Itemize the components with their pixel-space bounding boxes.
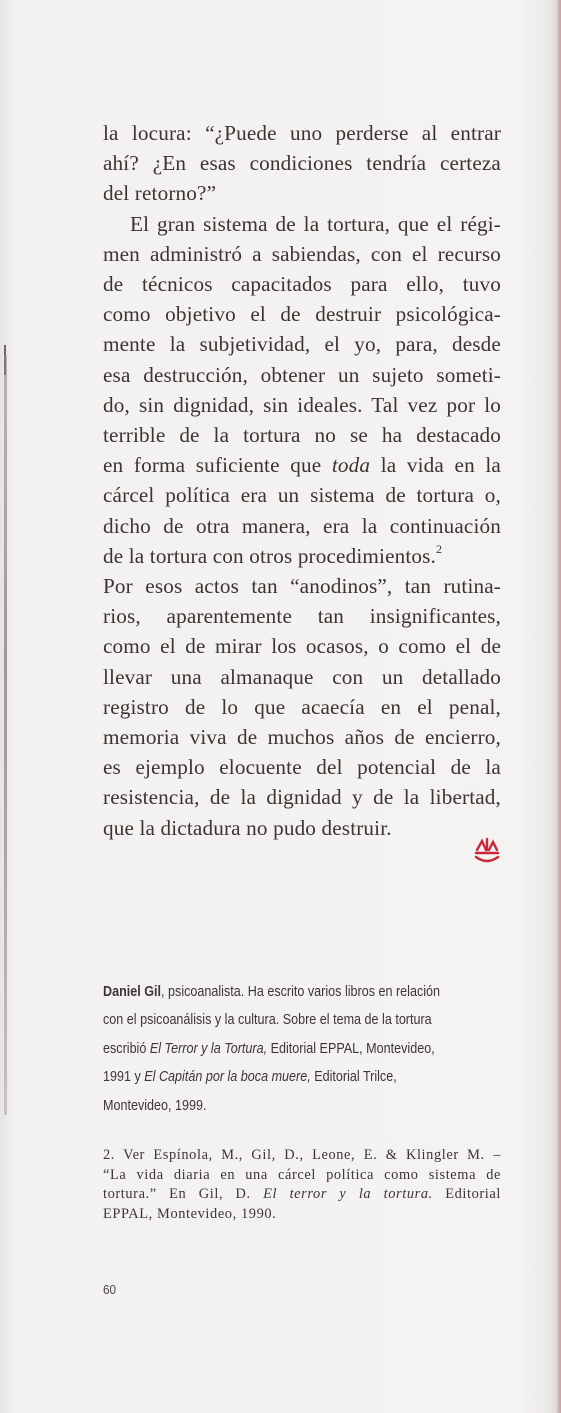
- footnote-line: EPPAL, Montevideo, 1990.: [103, 1205, 277, 1222]
- text-line: resistencia, de la dignidad y de la libertad,: [103, 785, 501, 810]
- text-line: rios, aparentemente tan insignificantes,: [103, 604, 501, 629]
- text-run: Editorial EPPAL, Montevideo,: [267, 1040, 435, 1057]
- paragraph-2: [103, 209, 501, 571]
- text-run: escribió: [103, 1040, 150, 1057]
- book-title: El terror y la tortura.: [263, 1186, 433, 1203]
- text-line: como objetivo el de destruir psicológica-: [103, 302, 501, 327]
- text-line: como el de mirar los ocasos, o como el de: [103, 634, 501, 659]
- author-name: Daniel Gil: [103, 984, 162, 1000]
- bio-line: [103, 978, 503, 1006]
- publisher-logo-icon: [474, 836, 500, 866]
- text-line: llevar una almanaque con un detallado: [103, 664, 501, 689]
- text-run: 1991 y: [103, 1069, 145, 1086]
- text-line: terrible de la tortura no se ha destacado: [103, 423, 501, 448]
- book-title: El Capitán por la boca muere,: [144, 1069, 311, 1086]
- text-line: men administró a sabiendas, con el recurso: [103, 241, 501, 266]
- binding-edge: [4, 355, 7, 1115]
- footnote-line: “La vida diaria en una cárcel política como sistema de: [103, 1166, 501, 1183]
- text-run: la vida en la: [370, 453, 501, 478]
- bio-line: [103, 1035, 503, 1063]
- text-run: Editorial: [432, 1186, 501, 1203]
- text-line: es ejemplo elocuente del potencial de la: [103, 755, 501, 780]
- paragraph-1: [103, 118, 501, 209]
- bio-line: con el psicoanálisis y la cultura. Sobre el tema de la tortura: [103, 1012, 432, 1029]
- bio-line: [103, 1063, 503, 1091]
- text-line: cárcel política era un sistema de tortura o,: [103, 483, 501, 508]
- text-line: Por esos actos tan “anodinos”, tan rutina-: [103, 574, 501, 599]
- text-line: mente la subjetividad, el yo, para, desde: [103, 332, 501, 357]
- text-line: que la dictadura no pudo destruir.: [103, 815, 392, 840]
- text-run: de la tortura con otros procedimientos.: [103, 543, 436, 568]
- text-line: dicho de otra manera, era la continuación: [103, 513, 501, 538]
- text-line: del retorno?”: [103, 181, 217, 206]
- text-line: El gran sistema de la tortura, que el régi-: [130, 211, 501, 236]
- paragraph-3: [103, 571, 501, 843]
- footnote-ref[interactable]: 2: [435, 541, 443, 556]
- text-run: tortura.” En Gil, D.: [103, 1186, 264, 1203]
- text-run: Editorial Trilce,: [310, 1069, 397, 1086]
- text-line: registro de lo que acaecía en el penal,: [103, 694, 501, 719]
- text-run: , psicoanalista. Ha escrito varios libros en relación: [161, 984, 441, 1000]
- text-line: memoria viva de muchos años de encierro,: [103, 725, 501, 750]
- text-line: de técnicos capacitados para ello, tuvo: [103, 272, 501, 297]
- text-line: ahí? ¿En esas condiciones tendría certeza: [103, 151, 501, 176]
- text-run: en forma suficiente que: [103, 453, 332, 478]
- text-line: [103, 541, 501, 571]
- book-title: El Terror y la Tortura,: [149, 1040, 268, 1057]
- article-body: [103, 118, 501, 843]
- footnote-line: [103, 1185, 501, 1205]
- text-line: [103, 450, 501, 480]
- emphasis: toda: [331, 453, 371, 478]
- text-line: la locura: “¿Puede uno perderse al entrar: [103, 121, 501, 145]
- bio-line: Montevideo, 1999.: [103, 1097, 207, 1114]
- author-bio: [103, 978, 503, 1120]
- page-number: 60: [103, 1282, 117, 1297]
- text-line: do, sin dignidad, sin ideales. Tal vez por lo: [103, 392, 501, 417]
- footnote: [103, 1146, 501, 1224]
- text-line: esa destrucción, obtener un sujeto someti-: [103, 362, 501, 387]
- footnote-line: 2. Ver Espínola, M., Gil, D., Leone, E. & Klingler M. –: [103, 1147, 501, 1163]
